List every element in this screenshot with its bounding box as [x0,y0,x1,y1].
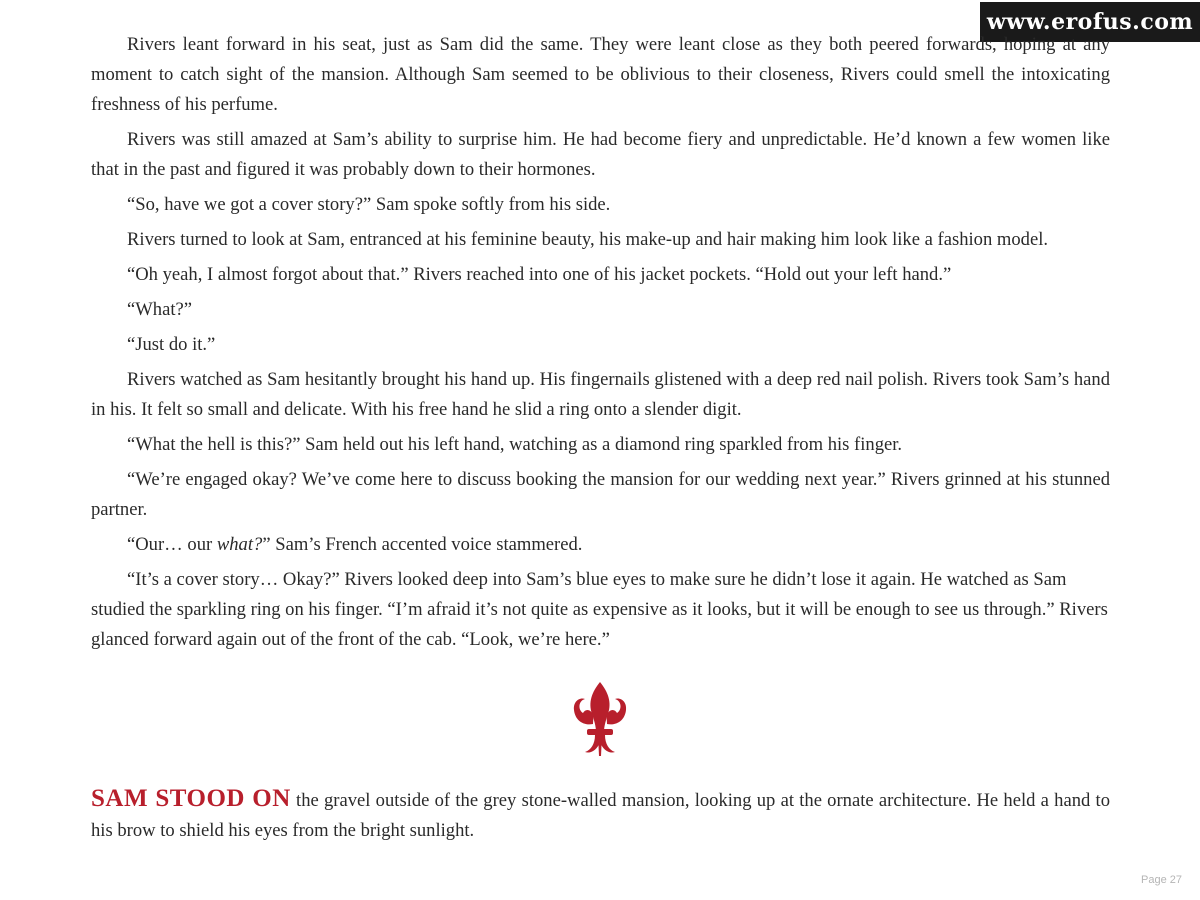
paragraph: Rivers watched as Sam hesitantly brought his hand up. His fingernails glistened with a deep red nail polish. Rivers took Sam’s hand in his. It felt so small and delicate. With his free hand he slid a ring onto a slender digit. [91,369,1110,420]
story-text [91,30,1110,660]
paragraph: “We’re engaged okay? We’ve come here to discuss booking the mansion for our wedding next year.” Rivers grinned at his stunned partner. [91,469,1110,520]
text-run: “Our… our [127,534,217,555]
paragraph: “Just do it.” [127,334,216,355]
page-number: Page 27 [1141,874,1182,886]
section-paragraph [91,784,1110,846]
section-text: the gravel outside of the grey stone-walled mansion, looking up at the ornate architecture. He held a hand to his brow to shield his eyes from the bright sunlight. [91,790,1110,841]
emphasized-word: what? [216,534,263,555]
paragraph: “So, have we got a cover story?” Sam spoke softly from his side. [127,194,611,215]
section-lead: SAM STOOD ON [91,785,291,812]
paragraph: “Oh yeah, I almost forgot about that.” Rivers reached into one of his jacket pockets. “Hold out your left hand.” [127,264,952,285]
text-run: ” Sam’s French accented voice stammered. [262,534,583,555]
paragraph: “It’s a cover story… Okay?” Rivers looked deep into Sam’s blue eyes to make sure he didn’t lose it again. He watched as Sam studied the sparkling ring on his finger. “I’m afraid it’s not quite as expensive as it looks, but it will be enough to see us through.” Rivers glanced forward again out of the front of the cab. “Look, we’re here.” [91,569,1108,650]
paragraph-emphasis [91,530,1110,560]
paragraph: “What?” [127,299,193,320]
paragraph: Rivers was still amazed at Sam’s ability to surprise him. He had become fiery and unpredictable. He’d known a few women like that in the past and figured it was probably down to their hormones. [91,129,1110,180]
watermark: www.erofus.com [980,2,1200,42]
paragraph: Rivers leant forward in his seat, just as Sam did the same. They were leant close as they both peered forwards, hoping at any moment to catch sight of the mansion. Although Sam seemed to be oblivious to their closeness, Rivers could smell the intoxicating freshness of his perfume. [91,34,1110,115]
paragraph: Rivers turned to look at Sam, entranced at his feminine beauty, his make-up and hair making him look like a fashion model. [127,229,1049,250]
fleur-de-lis-icon [565,680,635,758]
paragraph: “What the hell is this?” Sam held out his left hand, watching as a diamond ring sparkled from his finger. [127,434,903,455]
